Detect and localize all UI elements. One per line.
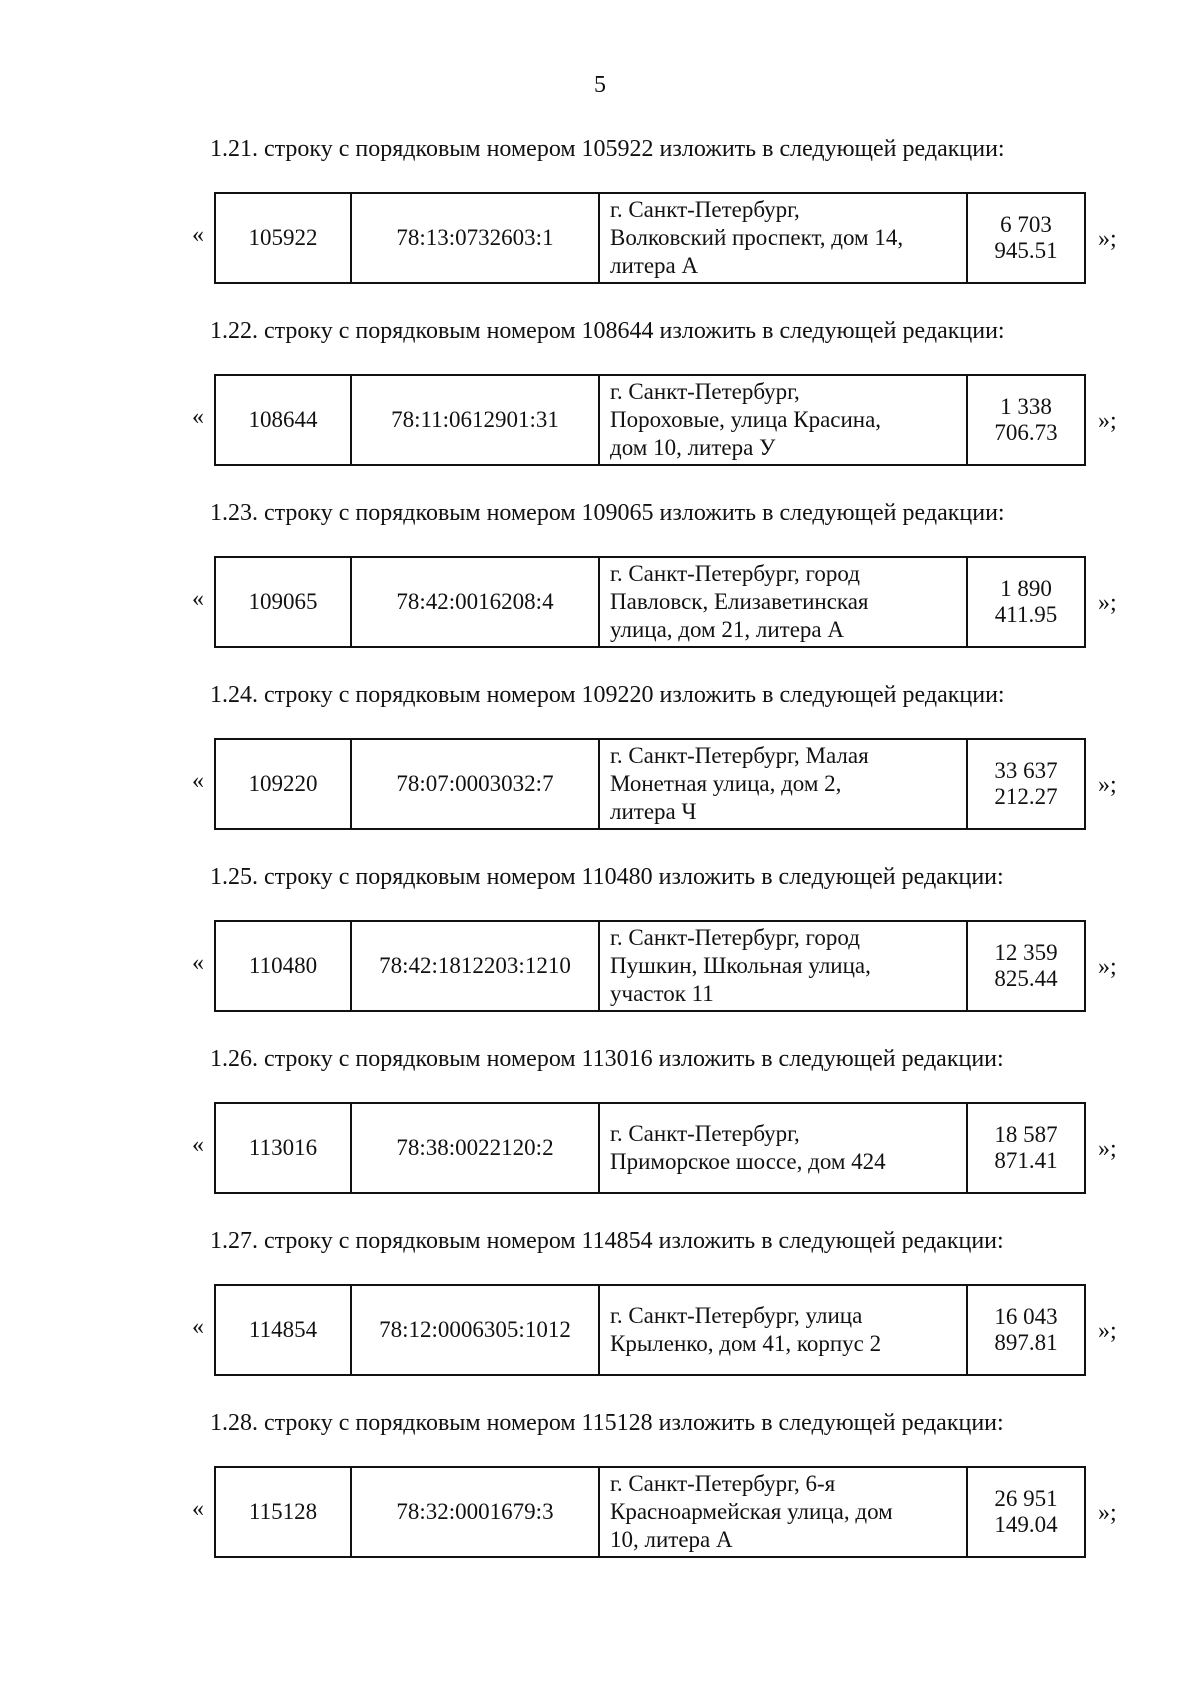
cadastral-number-cell: 78:11:0612901:31 bbox=[351, 375, 599, 465]
cadastral-value-cell: 18 587 871.41 bbox=[967, 1103, 1085, 1193]
cadastral-value-cell: 12 359 825.44 bbox=[967, 921, 1085, 1011]
register-row-table bbox=[214, 556, 1086, 648]
closing-quote: »; bbox=[1098, 1136, 1117, 1162]
row-number-cell: 110480 bbox=[215, 921, 351, 1011]
cadastral-number-cell: 78:42:0016208:4 bbox=[351, 557, 599, 647]
address-line: г. Санкт-Петербург, город bbox=[610, 561, 860, 586]
row-number-cell: 109065 bbox=[215, 557, 351, 647]
cadastral-number-cell: 78:07:0003032:7 bbox=[351, 739, 599, 829]
register-row-table bbox=[214, 920, 1086, 1012]
page-number: 5 bbox=[594, 72, 606, 98]
opening-quote: « bbox=[192, 950, 204, 976]
cadastral-value-cell: 16 043 897.81 bbox=[967, 1285, 1085, 1375]
cadastral-value-cell: 26 951 149.04 bbox=[967, 1467, 1085, 1557]
cadastral-number-cell: 78:13:0732603:1 bbox=[351, 193, 599, 283]
clause-text: 1.22. строку с порядковым номером 108644 изложить в следующей редакции: bbox=[210, 318, 1005, 344]
cadastral-number-cell: 78:12:0006305:1012 bbox=[351, 1285, 599, 1375]
address-line: г. Санкт-Петербург, улица bbox=[610, 1303, 863, 1328]
opening-quote: « bbox=[192, 586, 204, 612]
register-row-table bbox=[214, 1284, 1086, 1376]
address-line: г. Санкт-Петербург, 6-я bbox=[610, 1471, 836, 1496]
address-line: Приморское шоссе, дом 424 bbox=[610, 1149, 886, 1174]
closing-quote: »; bbox=[1098, 226, 1117, 252]
row-number-cell: 109220 bbox=[215, 739, 351, 829]
cadastral-number-cell: 78:38:0022120:2 bbox=[351, 1103, 599, 1193]
clause-text: 1.24. строку с порядковым номером 109220 изложить в следующей редакции: bbox=[210, 682, 1005, 708]
clause-text: 1.27. строку с порядковым номером 114854 изложить в следующей редакции: bbox=[210, 1228, 1004, 1254]
closing-quote: »; bbox=[1098, 408, 1117, 434]
opening-quote: « bbox=[192, 1132, 204, 1158]
row-number-cell: 105922 bbox=[215, 193, 351, 283]
table-row bbox=[215, 193, 1085, 283]
cadastral-value-cell: 6 703 945.51 bbox=[967, 193, 1085, 283]
opening-quote: « bbox=[192, 1496, 204, 1522]
closing-quote: »; bbox=[1098, 1318, 1117, 1344]
clause-text: 1.25. строку с порядковым номером 110480 изложить в следующей редакции: bbox=[210, 864, 1004, 890]
opening-quote: « bbox=[192, 404, 204, 430]
table-row bbox=[215, 1103, 1085, 1193]
address-line: 10, литера А bbox=[610, 1527, 733, 1552]
address-line: Пороховые, улица Красина, bbox=[610, 407, 882, 432]
clause-text: 1.28. строку с порядковым номером 115128 изложить в следующей редакции: bbox=[210, 1410, 1004, 1436]
opening-quote: « bbox=[192, 768, 204, 794]
address-line: участок 11 bbox=[610, 981, 714, 1006]
table-row bbox=[215, 1285, 1085, 1375]
address-cell bbox=[599, 1467, 967, 1557]
cadastral-number-cell: 78:42:1812203:1210 bbox=[351, 921, 599, 1011]
opening-quote: « bbox=[192, 1314, 204, 1340]
address-line: г. Санкт-Петербург, bbox=[610, 1121, 800, 1146]
row-number-cell: 115128 bbox=[215, 1467, 351, 1557]
cadastral-value-cell: 1 890 411.95 bbox=[967, 557, 1085, 647]
row-number-cell: 113016 bbox=[215, 1103, 351, 1193]
table-row bbox=[215, 1467, 1085, 1557]
address-line: Волковский проспект, дом 14, bbox=[610, 225, 904, 250]
closing-quote: »; bbox=[1098, 772, 1117, 798]
register-row-table bbox=[214, 192, 1086, 284]
address-line: улица, дом 21, литера А bbox=[610, 617, 844, 642]
clause-text: 1.21. строку с порядковым номером 105922 изложить в следующей редакции: bbox=[210, 136, 1005, 162]
register-row-table bbox=[214, 738, 1086, 830]
address-line: г. Санкт-Петербург, Малая bbox=[610, 743, 869, 768]
opening-quote: « bbox=[192, 222, 204, 248]
cadastral-number-cell: 78:32:0001679:3 bbox=[351, 1467, 599, 1557]
table-row bbox=[215, 557, 1085, 647]
closing-quote: »; bbox=[1098, 590, 1117, 616]
address-cell bbox=[599, 557, 967, 647]
address-line: литера А bbox=[610, 253, 699, 278]
address-cell bbox=[599, 1103, 967, 1193]
address-cell bbox=[599, 1285, 967, 1375]
closing-quote: »; bbox=[1098, 1500, 1117, 1526]
address-line: г. Санкт-Петербург, bbox=[610, 197, 800, 222]
row-number-cell: 108644 bbox=[215, 375, 351, 465]
address-line: г. Санкт-Петербург, город bbox=[610, 925, 860, 950]
address-cell bbox=[599, 739, 967, 829]
address-line: Пушкин, Школьная улица, bbox=[610, 953, 871, 978]
clause-text: 1.26. строку с порядковым номером 113016 изложить в следующей редакции: bbox=[210, 1046, 1004, 1072]
cadastral-value-cell: 1 338 706.73 bbox=[967, 375, 1085, 465]
address-line: г. Санкт-Петербург, bbox=[610, 379, 800, 404]
address-line: Крыленко, дом 41, корпус 2 bbox=[610, 1331, 882, 1356]
address-line: Монетная улица, дом 2, bbox=[610, 771, 842, 796]
register-row-table bbox=[214, 1466, 1086, 1558]
address-line: Красноармейская улица, дом bbox=[610, 1499, 893, 1524]
table-row bbox=[215, 375, 1085, 465]
clause-text: 1.23. строку с порядковым номером 109065 изложить в следующей редакции: bbox=[210, 500, 1005, 526]
address-line: Павловск, Елизаветинская bbox=[610, 589, 869, 614]
closing-quote: »; bbox=[1098, 954, 1117, 980]
row-number-cell: 114854 bbox=[215, 1285, 351, 1375]
address-cell bbox=[599, 193, 967, 283]
address-line: дом 10, литера У bbox=[610, 435, 776, 460]
table-row bbox=[215, 921, 1085, 1011]
register-row-table bbox=[214, 1102, 1086, 1194]
table-row bbox=[215, 739, 1085, 829]
address-cell bbox=[599, 921, 967, 1011]
cadastral-value-cell: 33 637 212.27 bbox=[967, 739, 1085, 829]
address-cell bbox=[599, 375, 967, 465]
register-row-table bbox=[214, 374, 1086, 466]
address-line: литера Ч bbox=[610, 799, 697, 824]
